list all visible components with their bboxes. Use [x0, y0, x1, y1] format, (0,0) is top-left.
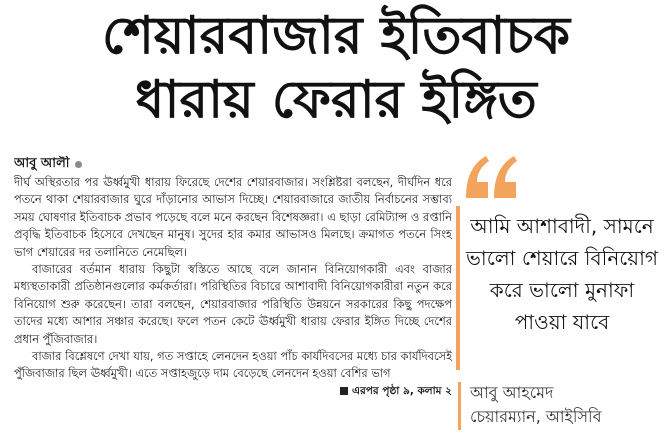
square-bullet-icon — [340, 387, 348, 395]
article-paragraph-1: দীর্ঘ অস্থিরতার পর ঊর্ধ্বমুখী ধারায় ফিরেছে দেশের শেয়ারবাজার। সংশ্লিষ্টরা বলছেন, দীর্ঘদিন ধরে পতনে থাকা শেয়ারবাজার ঘুরে দাঁড়ানোর আভাস দিচ্ছে। শেয়ারবাজারে জাতীয় নির্বাচনের সম্ভাব্য সময় ঘোষণার ইতিবাচক প্রভাব পড়েছে বলে মনে করছেন বিশেষজ্ঞরা। এ ছাড়া রেমিট্যান্স ও রপ্তানি প্রবৃদ্ধি ইতিবাচক হিসেবে দেখছেন মানুষ। সুদের হার কমার আভাসও মিলছে। ক্রমাগত পতনে সিংহ ভাগ শেয়ারের দর তলানিতে নেমেছিল। — [14, 175, 452, 259]
article-body — [14, 156, 452, 440]
article-paragraph-2: বাজারের বর্তমান ধারায় কিছুটা স্বস্তিতে আছে বলে জানান বিনিয়োগকারী এবং বাজার মধ্যস্থতাকারী প্রতিষ্ঠানগুলোর কর্মকর্তারা। পরিস্থিতির বিচারে আশাবাদী বিনিয়োগকারীরা নতুন করে বিনিয়োগ শুরু করেছেন। তারা বলছেন, শেয়ারবাজার পরিস্থিতি উন্নয়নে সরকারের কিছু পদক্ষেপ তাদের মধ্যে আশার সঞ্চার করেছে। ফলে পতন কেটে ঊর্ধ্বমুখী ধারায় ফেরার ইঙ্গিত দিচ্ছে দেশের প্রধান পুঁজিবাজার। — [14, 262, 452, 346]
headline-line-1: শেয়ারবাজার ইতিবাচক — [102, 6, 570, 66]
quotation-mark-icon — [462, 152, 522, 204]
quote-author-role: চেয়ারম্যান, আইসিবি — [470, 407, 602, 426]
headline — [0, 4, 672, 132]
continued-note — [14, 383, 452, 399]
author-name: আবু আলী — [14, 156, 70, 171]
byline — [14, 156, 452, 172]
headline-line-2: ধারায় ফেরার ইঙ্গিত — [135, 70, 537, 130]
continued-text: এরপর পৃষ্ঠা ৯, কলাম ২ — [352, 384, 452, 397]
byline-dot-icon — [75, 161, 82, 168]
pull-quote-text: আমি আশাবাদী, সামনে ভালো শেয়ারে বিনিয়োগ করে ভালো মুনাফা পাওয়া যাবে — [466, 214, 658, 334]
quote-author: আবু আহমেদ — [470, 383, 554, 402]
attribution-bar — [458, 382, 461, 430]
article-paragraph-3: বাজার বিশ্লেষণে দেখা যায়, গত সপ্তাহে লেনদেন হওয়া পাঁচ কার্যদিবসের মধ্যে চার কার্যদিবসেই পুঁজিবাজার ছিল ঊর্ধ্বমুখী। এতে সপ্তাহজুড়ে দাম বেড়েছে লেনদেন হওয়া বেশির ভাগ — [14, 349, 452, 381]
